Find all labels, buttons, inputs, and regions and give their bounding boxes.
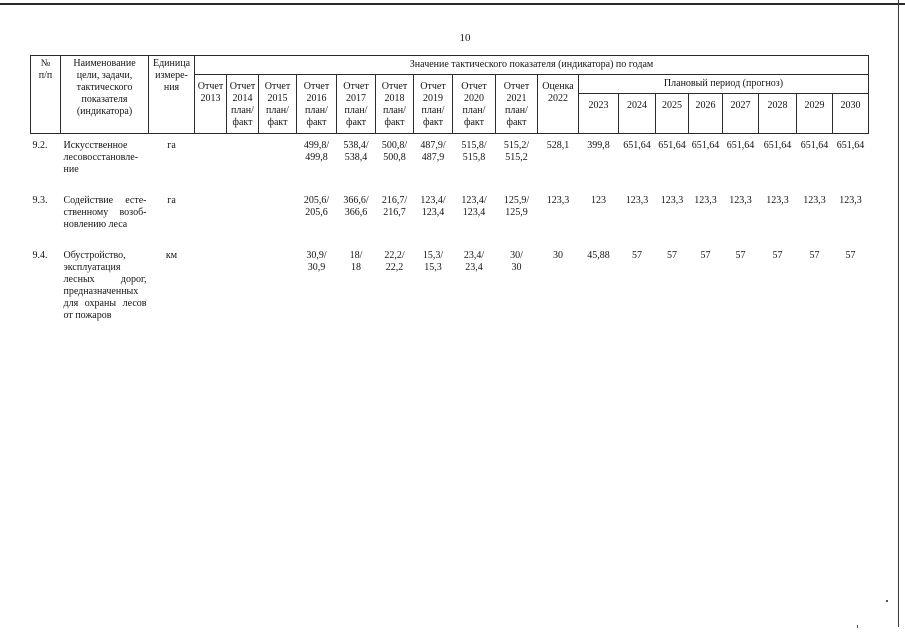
header-report-line: факт [506, 117, 527, 128]
row-plan-value: 123,3 [803, 194, 826, 206]
row-plan-value: 123 [591, 194, 606, 206]
table-row [31, 189, 869, 244]
table-row [31, 134, 869, 189]
header-report-line: 2018 [384, 93, 405, 104]
header-plan-year: 2026 [689, 94, 723, 134]
row-plan-value: 123,3 [694, 194, 717, 206]
report-value-line: 205,6 [305, 206, 328, 218]
header-report-line: 2019 [423, 93, 443, 104]
header-name-line: цели, задачи, [76, 70, 133, 81]
header-number-cell [31, 56, 61, 134]
indicator-table [30, 55, 869, 324]
header-plan-year: 2029 [797, 94, 833, 134]
report-value-line: 23,4/ [463, 249, 485, 261]
header-report-line: факт [422, 117, 443, 128]
report-value-line: 22,2 [385, 261, 404, 273]
row-plan-value: 123,3 [766, 194, 789, 206]
header-report-line: 2013 [200, 93, 221, 104]
header-report-line: Отчет [197, 81, 224, 92]
header-number-line: № [40, 58, 51, 69]
header-report-line: план/ [305, 105, 328, 116]
header-report-column [453, 75, 496, 134]
row-plan-value: 651,64 [763, 140, 792, 151]
header-report-line: факт [267, 117, 288, 128]
row-report-value [453, 189, 496, 244]
row-name-line: Содействие есте- [63, 194, 147, 206]
row-plan-value: 651,64 [658, 140, 686, 151]
header-report-line: план/ [231, 105, 254, 116]
header-unit-line: ния [163, 82, 180, 93]
row-report-value [337, 244, 376, 324]
header-report-line: план/ [421, 105, 445, 116]
header-report-line: факт [345, 117, 366, 128]
row-report-value [227, 134, 259, 189]
header-report-line: план/ [505, 105, 528, 116]
header-report-line: Отчет [303, 81, 330, 92]
row-number: 9.4. [32, 249, 48, 261]
row-report-value [227, 244, 259, 324]
row-unit: км [165, 249, 178, 261]
header-report-column [376, 75, 414, 134]
report-value-line: 30,9/ [306, 249, 327, 261]
report-value-line: 500,8/ [381, 140, 408, 151]
header-name-line: показателя [81, 94, 128, 105]
row-number: 9.2. [32, 140, 48, 151]
report-value-line: 125,9 [505, 206, 528, 218]
scan-border-right [898, 0, 899, 627]
report-value-line: 123,4 [421, 206, 445, 218]
header-name-line: тактического [76, 82, 133, 93]
report-value-line: 125,9/ [503, 194, 530, 206]
report-value-line: 515,8/ [461, 140, 487, 151]
header-plan-year: 2030 [833, 94, 869, 134]
report-value-line: 216,7 [383, 206, 406, 218]
header-name-cell [61, 56, 149, 134]
row-report-value [414, 189, 453, 244]
report-value-line: 515,2/ [503, 140, 530, 151]
row-unit: га [167, 140, 176, 151]
row-report-value [496, 134, 538, 189]
header-name-line: (индикатора) [76, 106, 133, 117]
row-name-line: новлению леса [63, 218, 128, 230]
header-plan-title: Плановый период (прогноз) [579, 75, 869, 94]
row-report-value [453, 244, 496, 324]
report-value-line: 487,9 [421, 152, 445, 163]
report-value-line: 123,4/ [420, 194, 446, 206]
report-value-line: 515,2 [505, 152, 528, 163]
header-report-line: Отчет [420, 81, 446, 92]
row-report-value [453, 134, 496, 189]
header-report-line: 2014 [232, 93, 253, 104]
row-estimate-value: 528,1 [546, 140, 570, 151]
row-plan-value: 651,64 [623, 140, 651, 151]
row-report-value [195, 244, 227, 324]
table-header [31, 56, 869, 134]
row-unit: га [167, 194, 176, 206]
header-number-line: п/п [38, 70, 53, 81]
header-report-column [227, 75, 259, 134]
row-name [61, 189, 149, 244]
header-report-line: факт [232, 117, 253, 128]
header-report-line: Отчет [264, 81, 291, 92]
row-plan-value: 123,3 [839, 194, 862, 206]
header-unit-cell [149, 56, 195, 134]
row-plan-value: 57 [772, 249, 783, 261]
row-plan-value: 57 [735, 249, 746, 261]
row-report-value [227, 189, 259, 244]
header-report-line: Отчет [343, 81, 369, 92]
row-plan-value: 123,3 [660, 194, 684, 206]
header-estimate-line: Оценка [542, 81, 574, 92]
header-estimate-column [538, 75, 579, 134]
row-report-value [297, 189, 337, 244]
row-name-line: от пожаров [63, 309, 112, 321]
header-report-column [297, 75, 337, 134]
header-report-line: план/ [383, 105, 406, 116]
row-report-value [376, 244, 414, 324]
report-value-line: 538,4/ [343, 140, 369, 151]
report-value-line: 22,2/ [384, 249, 405, 261]
row-plan-value: 57 [667, 249, 677, 261]
row-plan-value: 651,64 [800, 140, 829, 151]
table-body [31, 134, 869, 324]
scan-speck [886, 600, 888, 602]
header-plan-year: 2024 [619, 94, 656, 134]
row-report-value [376, 134, 414, 189]
row-name-line: ственному возоб- [63, 206, 147, 218]
row-name-line: ние [63, 164, 79, 175]
header-name-line: Наименование [73, 58, 136, 69]
report-value-line: 18 [351, 261, 361, 273]
report-value-line: 515,8 [462, 152, 486, 163]
header-plan-year: 2028 [759, 94, 797, 134]
row-report-value [259, 134, 297, 189]
row-report-value [414, 134, 453, 189]
row-report-value [259, 244, 297, 324]
header-plan-year: 2023 [579, 94, 619, 134]
header-report-line: факт [306, 117, 327, 128]
header-unit-line: Единица [152, 58, 191, 69]
row-report-value [496, 189, 538, 244]
header-report-line: 2017 [346, 93, 366, 104]
header-unit-line: измере- [155, 70, 188, 81]
row-plan-value: 45,88 [587, 249, 610, 261]
row-report-value [297, 134, 337, 189]
header-report-line: план/ [462, 105, 486, 116]
scan-border-top [0, 3, 905, 5]
row-plan-value: 651,64 [726, 140, 755, 151]
header-report-line: Отчет [229, 81, 256, 92]
header-report-line: Отчет [461, 81, 487, 92]
header-report-line: факт [463, 117, 484, 128]
header-plan-year: 2025 [656, 94, 689, 134]
report-value-line: 30/ [510, 249, 523, 261]
report-value-line: 499,8/ [303, 140, 330, 151]
row-plan-value: 399,8 [587, 140, 610, 151]
row-report-value [297, 244, 337, 324]
header-values-title: Значение тактического показателя (индикатора) по годам [195, 56, 869, 75]
header-report-line: план/ [266, 105, 289, 116]
report-value-line: 15,3 [424, 261, 442, 273]
header-row-1 [31, 56, 869, 75]
report-value-line: 18/ [349, 249, 363, 261]
row-plan-value: 57 [700, 249, 711, 261]
row-plan-value: 57 [809, 249, 820, 261]
report-value-line: 499,8 [305, 152, 328, 163]
header-report-column [337, 75, 376, 134]
row-name-line: эксплуатация [63, 261, 121, 273]
report-value-line: 123,4/ [461, 194, 487, 206]
row-report-value [337, 189, 376, 244]
header-report-line: факт [384, 117, 405, 128]
row-plan-value: 651,64 [691, 140, 720, 151]
row-report-value [259, 189, 297, 244]
header-report-column [414, 75, 453, 134]
report-value-line: 23,4 [465, 261, 483, 273]
row-report-value [195, 134, 227, 189]
row-name-line: Искусственное [63, 140, 128, 151]
report-value-line: 123,4 [462, 206, 486, 218]
report-value-line: 15,3/ [422, 249, 444, 261]
header-report-line: Отчет [503, 81, 530, 92]
row-plan-value: 651,64 [836, 140, 865, 151]
row-estimate-value: 123,3 [546, 194, 570, 206]
row-name [61, 244, 149, 324]
row-report-value [376, 189, 414, 244]
header-report-line: 2016 [306, 93, 327, 104]
row-plan-value: 57 [845, 249, 856, 261]
row-name-line: Обустройство, [63, 249, 126, 261]
row-name-line: для охраны лесов [63, 297, 147, 309]
table-row [31, 244, 869, 324]
row-name-line: лесных дорог, [63, 273, 147, 285]
scan-speck [857, 625, 858, 628]
report-value-line: 538,4 [344, 152, 368, 163]
row-plan-value: 57 [632, 249, 642, 261]
header-estimate-line: 2022 [548, 93, 568, 104]
report-value-line: 30,9 [307, 261, 326, 273]
report-value-line: 366,6/ [343, 194, 369, 206]
header-report-column [259, 75, 297, 134]
row-report-value [414, 244, 453, 324]
header-report-column [195, 75, 227, 134]
row-number: 9.3. [32, 194, 48, 206]
row-report-value [337, 134, 376, 189]
report-value-line: 487,9/ [420, 140, 446, 151]
report-value-line: 500,8 [383, 152, 406, 163]
page-number: 10 [459, 32, 471, 44]
row-plan-value: 123,3 [625, 194, 649, 206]
row-report-value [195, 189, 227, 244]
header-report-line: план/ [344, 105, 368, 116]
header-report-column [496, 75, 538, 134]
row-plan-value: 123,3 [729, 194, 752, 206]
row-report-value [496, 244, 538, 324]
row-estimate-value: 30 [553, 249, 563, 261]
report-value-line: 216,7/ [381, 194, 408, 206]
row-name [61, 134, 149, 189]
header-report-line: 2021 [506, 93, 527, 104]
report-value-line: 30 [511, 261, 522, 273]
report-value-line: 366,6 [344, 206, 368, 218]
header-report-line: 2020 [464, 93, 484, 104]
header-report-line: 2015 [267, 93, 288, 104]
row-name-line: предназначенных [63, 285, 139, 297]
report-value-line: 205,6/ [303, 194, 330, 206]
header-report-line: Отчет [381, 81, 408, 92]
header-plan-year: 2027 [723, 94, 759, 134]
row-name-line: лесовосстановле- [63, 152, 139, 163]
